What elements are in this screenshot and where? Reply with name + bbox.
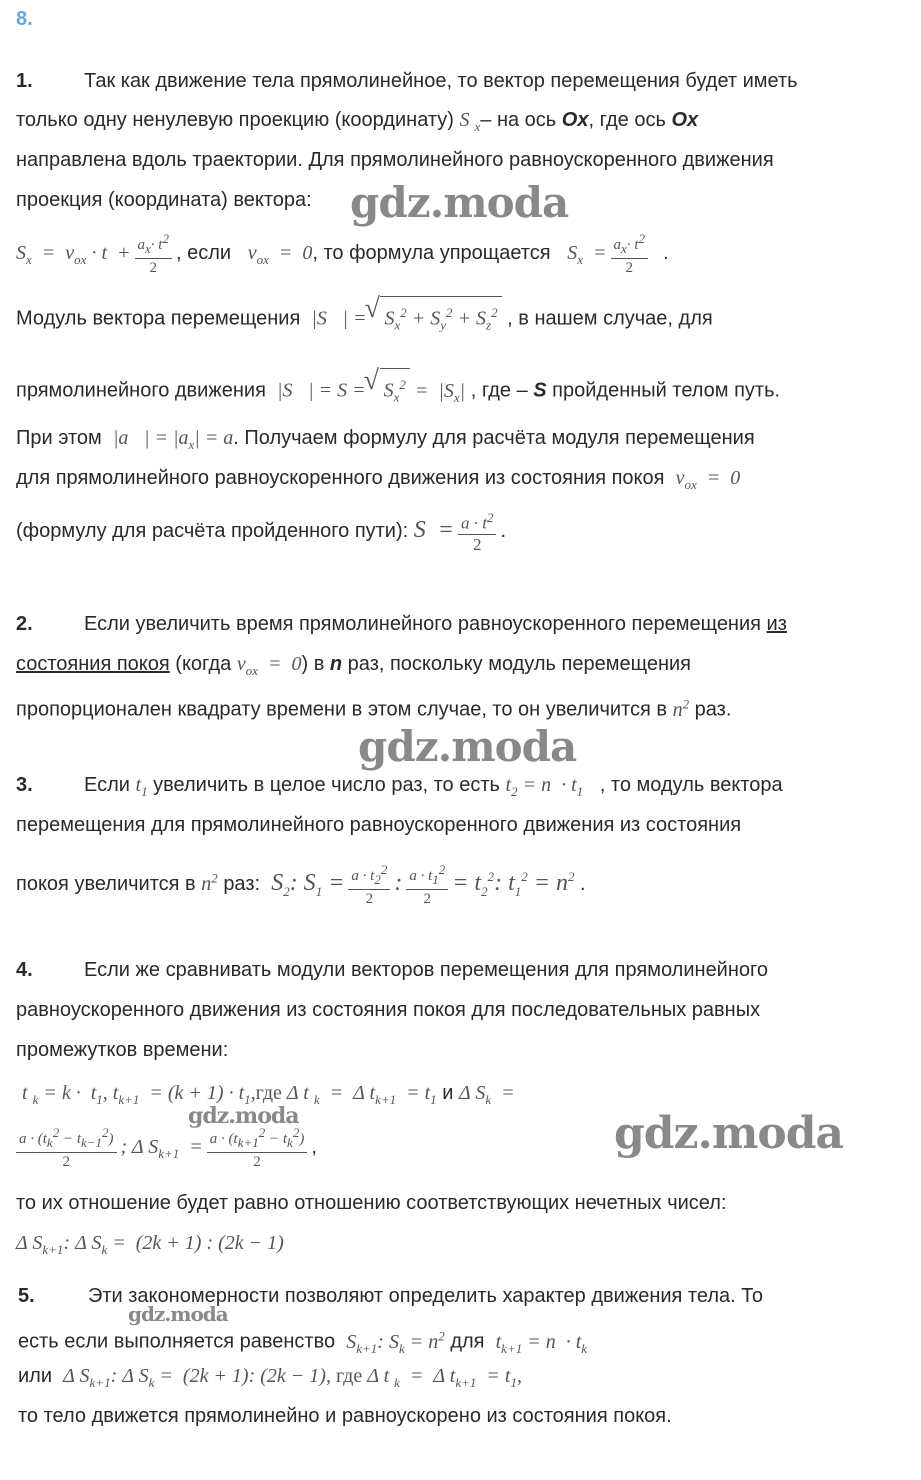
p2-line1: 2. Если увеличить время прямолинейного равноускоренного перемещения из (16, 613, 787, 635)
p2-number: 2. (16, 613, 33, 635)
p5-line2: есть если выполняется равенство $S_{k+1}$: $S_k = n^2$ для $t_{k+1} = n \cdot t_k$ (18, 1328, 588, 1356)
task-number: 8. (16, 8, 33, 30)
formula-sx: S $_x$ (459, 109, 481, 134)
p1-line7: прямолинейного движения |S⃗| = S =√ $S_x^2 = |S_x|$ , где – S пройденный телом путь. (16, 368, 780, 414)
p1-number: 1. (16, 70, 33, 92)
p5-number: 5. (18, 1285, 35, 1307)
formula-ratio-s2-s1: $S_2$: $S_1$ = (271, 870, 345, 899)
watermark-logo: gdz.moda (614, 1108, 844, 1159)
p4-line6: то их отношение будет равно отношению соответствующих нечетных чисел: (16, 1192, 727, 1214)
p1-line10: (формулу для расчёта пройденного пути): S = $\frac{a \cdot t^2}{2}$ . (16, 510, 507, 555)
p4-line7 (16, 1230, 284, 1263)
p5-line4: то тело движется прямолинейно и равноускорено из состояния покоя. (18, 1405, 672, 1427)
formula-path: |S⃗| = S = (277, 379, 366, 402)
p2-line3: пропорционален квадрату времени в этом случае, то он увеличится в $n^2$ раз. (16, 696, 732, 721)
formula-path-final: S = (413, 517, 454, 543)
p1-line8: При этом |a⃗| = $|a_x| = a$. Получаем формулу для расчёта модуля перемещения (16, 427, 755, 452)
watermark-logo: gdz.moda (350, 178, 569, 227)
p1-line2: только одну ненулевую проекцию (координату) S $_x$– на ось Ox, где ось Ox (16, 109, 699, 134)
p1-line9: для прямолинейного равноускоренного движения из состояния покоя $v_{ox} = 0$ (16, 467, 741, 492)
p4-line2: равноускоренного движения из состояния покоя для последовательных равных (16, 999, 761, 1021)
formula-tk: t $_k = k \cdot t_1$, $t_{k+1} = (k + 1) \cdot t_1$, (22, 1082, 256, 1107)
p4-number: 4. (16, 959, 33, 981)
formula-odd-ratio: Δ $S_{k+1}$: Δ $S_k = (2k + 1)$ : (2k − 1) (16, 1232, 284, 1257)
p3-line3: покоя увеличится в $n^2$ раз: $S_2$: $S_1$ = $\frac{a \cdot t_2^2}{2}$ : $\frac{a \cdot t_1^2}{2}$ = $t_2^2$: $t_1^2 = n^2$ . (16, 862, 586, 908)
p4-line4: t $_k = k \cdot t_1$, $t_{k+1} = (k + 1) \cdot t_1,где$ Δ t $_k$ = Δ $t_{k+1} = t_1$ и Δ $S_k$ = (22, 1082, 515, 1107)
formula-modulus: |S⃗| = (311, 307, 367, 330)
watermark-logo: gdz.moda (358, 722, 577, 771)
formula-displacement: $S_x = v_{ox} \cdot t$ + (16, 241, 131, 267)
p3-line2: перемещения для прямолинейного равноускоренного движения из состояния (16, 814, 742, 836)
p4-line1: 4. Если же сравнивать модули векторов перемещения для прямолинейного (16, 959, 769, 981)
formula-v0-zero: $v_{ox} = 0$ (247, 241, 313, 267)
formula-t2: $t_2 = n \cdot t_1$ (505, 774, 584, 799)
p3-number: 3. (16, 774, 33, 796)
p4-line5: $\frac{a \cdot (t_k^2 - t_{k-1}^2)}{2}$ ; Δ $S_{k+1}$ = $\frac{a \cdot (t_{k+1}^2 - t_k^2)}{2}$ , (16, 1124, 317, 1176)
p1-line1: 1. Так как движение тела прямолинейное, то вектор перемещения будет иметь (16, 70, 798, 92)
p4-line3: промежутков времени: (16, 1039, 229, 1061)
p1-line5: $S_x = v_{ox} \cdot t$ + $\frac{a_x\cdot t^2}{2}$ , если $v_{ox} = 0$, то формула упрощается $S_x$ = $\frac{a_x\cdot t^2}{2}$ . (16, 231, 669, 276)
p1-line4: проекция (координата) вектора: (16, 189, 312, 211)
p1-line6: Модуль вектора перемещения |S⃗| =√ $S_x^2 + S_y^2 + S_z^2$ , в нашем случае, для (16, 296, 713, 342)
p3-line1: 3. Если $t_1$ увеличить в целое число раз, то есть $t_2 = n \cdot t_1$ , то модуль вектора (16, 774, 783, 799)
watermark-logo: gdz.moda (128, 1302, 228, 1326)
p5-line3: или Δ $S_{k+1}$: Δ $S_k = (2k + 1)$: (2k − 1), где Δ t $_k$ = Δ $t_{k+1} = t_1$, (18, 1365, 522, 1390)
p1-line3: направлена вдоль траектории. Для прямолинейного равноускоренного движения (16, 149, 774, 171)
p5-line1: 5. Эти закономерности позволяют определить характер движения тела. То (18, 1285, 764, 1307)
formula-simplified: $S_x$ = (567, 241, 607, 267)
watermark-logo: gdz.moda (188, 1103, 299, 1129)
formula-accel: |a⃗| = $|a_x| = a$ (112, 427, 234, 452)
p2-line2: состояния покоя (когда $v_{ox} = 0$) в n раз, поскольку модуль перемещения (16, 653, 691, 678)
